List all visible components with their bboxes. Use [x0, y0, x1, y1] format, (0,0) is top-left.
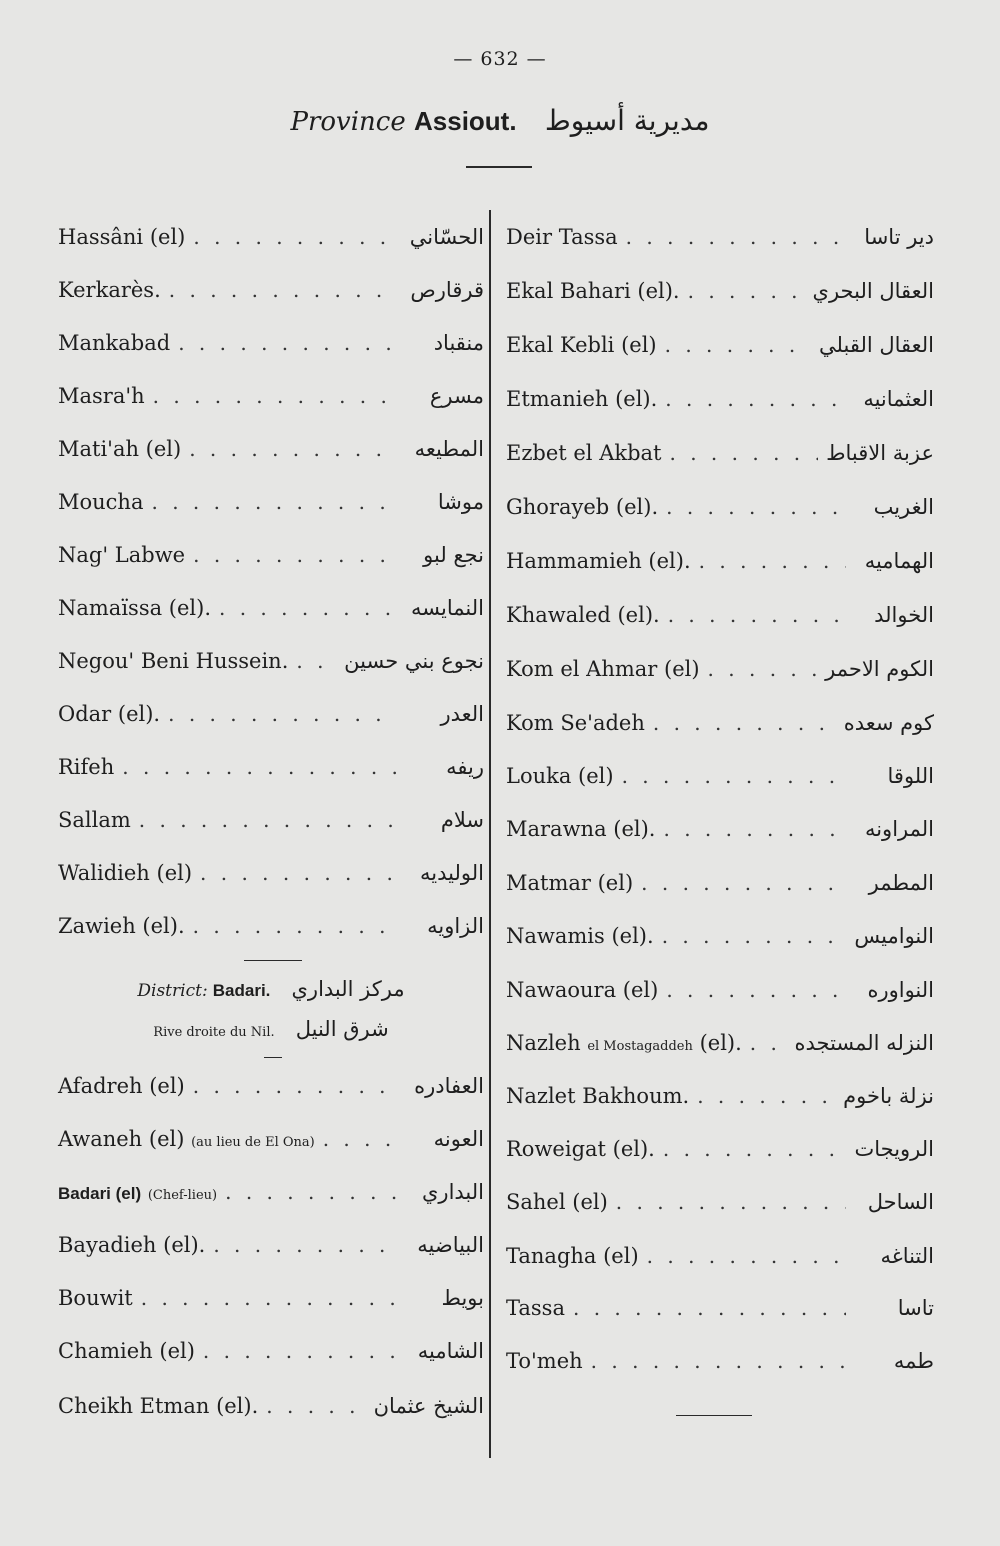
title-arabic: مديرية أسيوط	[544, 104, 710, 137]
list-item	[506, 599, 934, 631]
arabic-name: اللوقا	[887, 764, 934, 788]
list-item	[506, 1345, 934, 1377]
latin-name: Sahel (el)	[506, 1190, 608, 1214]
arabic-name: عزبة الاقباط	[826, 441, 934, 465]
list-item	[506, 813, 934, 845]
arabic-name: الحسّاني	[409, 225, 484, 249]
district-arabic: مركز البداري	[291, 977, 405, 1001]
latin-name: Negou' Beni Hussein.	[58, 649, 289, 673]
leader-dots	[665, 333, 811, 357]
latin-name: Hassâni (el)	[58, 225, 186, 249]
list-item	[58, 910, 484, 942]
latin-name: Chamieh (el)	[58, 1339, 195, 1363]
latin-name: Nazleh	[506, 1031, 581, 1055]
arabic-name: العونه	[433, 1127, 484, 1151]
latin-name: Bouwit	[58, 1286, 133, 1310]
leader-dots	[193, 225, 396, 249]
leader-dots	[200, 861, 396, 885]
arabic-name: النزله المستجده	[794, 1031, 934, 1055]
latin-name: Kom el Ahmar (el)	[506, 657, 700, 681]
latin-name: Ekal Kebli (el)	[506, 333, 657, 357]
leader-dots	[591, 1349, 846, 1373]
latin-name: Ghorayeb (el).	[506, 495, 659, 519]
arabic-name: موشا	[437, 490, 484, 514]
latin-name: Walidieh (el)	[58, 861, 193, 885]
leader-dots	[169, 278, 396, 302]
district-subtitle-latin: Rive droite du Nil.	[153, 1025, 275, 1040]
latin-name: Marawna (el).	[506, 817, 656, 841]
list-item	[58, 380, 484, 412]
latin-name: Badari (el)	[58, 1184, 142, 1203]
district-subtitle	[58, 1017, 484, 1041]
title-prefix: Province	[290, 107, 406, 137]
arabic-name: الساحل	[867, 1190, 934, 1214]
latin-name: Nawaoura (el)	[506, 978, 659, 1002]
list-item	[506, 437, 934, 469]
leader-dots	[688, 279, 805, 303]
list-item	[506, 383, 934, 415]
leader-dots	[622, 764, 846, 788]
latin-name: Louka (el)	[506, 764, 614, 788]
leader-dots	[203, 1339, 396, 1363]
column-divider	[489, 210, 491, 1458]
arabic-name: منقباد	[433, 331, 484, 355]
list-item	[58, 698, 484, 730]
latin-name: Masra'h	[58, 384, 145, 408]
leader-dots	[647, 1244, 846, 1268]
latin-name: Deir Tassa	[506, 225, 618, 249]
section-rule	[264, 1057, 282, 1058]
arabic-name: العفادره	[414, 1074, 484, 1098]
leader-dots	[668, 603, 846, 627]
leader-dots	[663, 817, 846, 841]
arabic-name: الشيخ عثمان	[373, 1394, 484, 1418]
leader-dots	[665, 387, 846, 411]
list-item	[58, 1123, 484, 1155]
leader-dots	[225, 1180, 396, 1204]
latin-name: Hammamieh (el).	[506, 549, 691, 573]
leader-dots	[697, 1084, 835, 1108]
arabic-name: الرويجات	[854, 1137, 934, 1161]
arabic-name: الزاويه	[427, 914, 484, 938]
arabic-name: البداري	[421, 1180, 484, 1204]
arabic-name: كوم سعده	[843, 711, 934, 735]
list-item	[58, 645, 484, 677]
latin-name: Ekal Bahari (el).	[506, 279, 680, 303]
list-item	[58, 274, 484, 306]
latin-name: Nag' Labwe	[58, 543, 186, 567]
leader-dots	[266, 1394, 365, 1418]
leader-dots	[626, 225, 846, 249]
entry-note: (Chef-lieu)	[147, 1188, 218, 1203]
latin-name: Awaneh (el)	[58, 1127, 185, 1151]
leader-dots	[663, 1137, 846, 1161]
arabic-name: العدر	[440, 702, 484, 726]
arabic-name: نزلة باخوم	[843, 1084, 934, 1108]
arabic-name: الكوم الاحمر	[825, 657, 934, 681]
page-title	[0, 104, 1000, 137]
latin-name: Nazlet Bakhoum.	[506, 1084, 690, 1108]
latin-name-suffix: (el).	[699, 1031, 742, 1055]
list-item	[506, 653, 934, 685]
leader-dots	[178, 331, 396, 355]
entry-note: el Mostagaddeh	[587, 1039, 693, 1054]
latin-name: Namaïssa (el).	[58, 596, 211, 620]
list-item	[506, 760, 934, 792]
arabic-name: الهماميه	[864, 549, 934, 573]
latin-name: Mati'ah (el)	[58, 437, 182, 461]
arabic-name: العقال البحري	[812, 279, 934, 303]
arabic-name: بويط	[441, 1286, 484, 1310]
list-item	[58, 1176, 484, 1208]
title-rule	[466, 166, 532, 168]
leader-dots	[122, 755, 396, 779]
list-item	[506, 974, 934, 1006]
list-item	[506, 221, 934, 253]
leader-dots	[662, 924, 846, 948]
arabic-name: المطمر	[868, 871, 934, 895]
list-item	[58, 1390, 484, 1422]
list-item	[58, 592, 484, 624]
leader-dots	[139, 808, 396, 832]
list-item	[58, 857, 484, 889]
arabic-name: العقال القبلي	[819, 333, 934, 357]
list-item	[58, 751, 484, 783]
arabic-name: الغريب	[873, 495, 934, 519]
leader-dots	[616, 1190, 846, 1214]
leader-dots	[213, 1233, 396, 1257]
list-item	[58, 1282, 484, 1314]
leader-dots	[708, 657, 818, 681]
arabic-name: النواوره	[867, 978, 934, 1002]
list-item	[506, 707, 934, 739]
leader-dots	[168, 702, 396, 726]
list-item	[58, 221, 484, 253]
arabic-name: البياضيه	[417, 1233, 484, 1257]
arabic-name: طمه	[893, 1349, 934, 1373]
leader-dots	[666, 978, 846, 1002]
list-item	[506, 1133, 934, 1165]
arabic-name: قرقارص	[410, 278, 484, 302]
list-item	[506, 329, 934, 361]
latin-name: Roweigat (el).	[506, 1137, 655, 1161]
arabic-name: التناغه	[880, 1244, 934, 1268]
list-item	[506, 1080, 934, 1112]
arabic-name: الشاميه	[417, 1339, 484, 1363]
leader-dots	[189, 437, 396, 461]
latin-name: Zawieh (el).	[58, 914, 185, 938]
list-item	[58, 1335, 484, 1367]
list-item	[58, 1229, 484, 1261]
end-rule	[676, 1415, 752, 1416]
district-subtitle-arabic: شرق النيل	[295, 1017, 389, 1041]
arabic-name: سلام	[440, 808, 484, 832]
list-item	[506, 1027, 934, 1059]
leader-dots	[573, 1296, 846, 1320]
arabic-name: الخوالد	[874, 603, 934, 627]
latin-name: Khawaled (el).	[506, 603, 660, 627]
leader-dots	[219, 596, 396, 620]
leader-dots	[653, 711, 836, 735]
latin-name: To'meh	[506, 1349, 583, 1373]
arabic-name: نجوع بني حسين	[344, 649, 484, 673]
leader-dots	[193, 1074, 396, 1098]
leader-dots	[193, 914, 396, 938]
list-item	[506, 275, 934, 307]
list-item	[506, 1186, 934, 1218]
list-item	[506, 545, 934, 577]
list-item	[58, 327, 484, 359]
latin-name: Tanagha (el)	[506, 1244, 639, 1268]
arabic-name: المطيعه	[414, 437, 484, 461]
leader-dots	[670, 441, 819, 465]
latin-name: Moucha	[58, 490, 144, 514]
latin-name: Nawamis (el).	[506, 924, 654, 948]
latin-name: Odar (el).	[58, 702, 161, 726]
list-item	[58, 539, 484, 571]
leader-dots	[666, 495, 846, 519]
leader-dots	[151, 490, 396, 514]
latin-name: Bayadieh (el).	[58, 1233, 206, 1257]
list-item	[506, 1292, 934, 1324]
leader-dots	[750, 1031, 787, 1055]
arabic-name: النمايسه	[411, 596, 484, 620]
arabic-name: تاسا	[897, 1296, 934, 1320]
list-item	[58, 1070, 484, 1102]
leader-dots	[141, 1286, 396, 1310]
latin-name: Tassa	[506, 1296, 565, 1320]
latin-name: Etmanieh (el).	[506, 387, 658, 411]
latin-name: Kerkarès.	[58, 278, 161, 302]
leader-dots	[641, 871, 846, 895]
arabic-name: المراونه	[864, 817, 934, 841]
latin-name: Mankabad	[58, 331, 171, 355]
arabic-name: ريفه	[446, 755, 484, 779]
leader-dots	[699, 549, 846, 573]
latin-name: Kom Se'adeh	[506, 711, 645, 735]
leader-dots	[323, 1127, 396, 1151]
title-province-name: Assiout.	[414, 106, 517, 136]
latin-name: Matmar (el)	[506, 871, 634, 895]
arabic-name: الوليديه	[420, 861, 484, 885]
leader-dots	[153, 384, 396, 408]
list-item	[506, 867, 934, 899]
list-item	[58, 804, 484, 836]
district-label: District	[137, 981, 202, 1001]
latin-name: Rifeh	[58, 755, 115, 779]
leader-dots	[193, 543, 396, 567]
arabic-name: العثمانيه	[863, 387, 934, 411]
latin-name: Sallam	[58, 808, 131, 832]
district-name: Badari.	[212, 981, 271, 1000]
list-item	[506, 491, 934, 523]
entry-note: (au lieu de El Ona)	[191, 1135, 315, 1150]
district-colon: :	[201, 981, 208, 1001]
leader-dots	[296, 649, 336, 673]
district-heading	[58, 977, 484, 1001]
latin-name: Afadreh (el)	[58, 1074, 185, 1098]
list-item	[506, 1240, 934, 1272]
latin-name: Cheikh Etman (el).	[58, 1394, 259, 1418]
list-item	[506, 920, 934, 952]
arabic-name: دير تاسا	[864, 225, 934, 249]
arabic-name: مسرع	[429, 384, 484, 408]
latin-name: Ezbet el Akbat	[506, 441, 662, 465]
page-number: — 632 —	[453, 48, 547, 70]
list-item	[58, 433, 484, 465]
arabic-name: النواميس	[854, 924, 934, 948]
arabic-name: نجع لبو	[423, 543, 484, 567]
list-item	[58, 486, 484, 518]
section-rule	[244, 960, 302, 961]
